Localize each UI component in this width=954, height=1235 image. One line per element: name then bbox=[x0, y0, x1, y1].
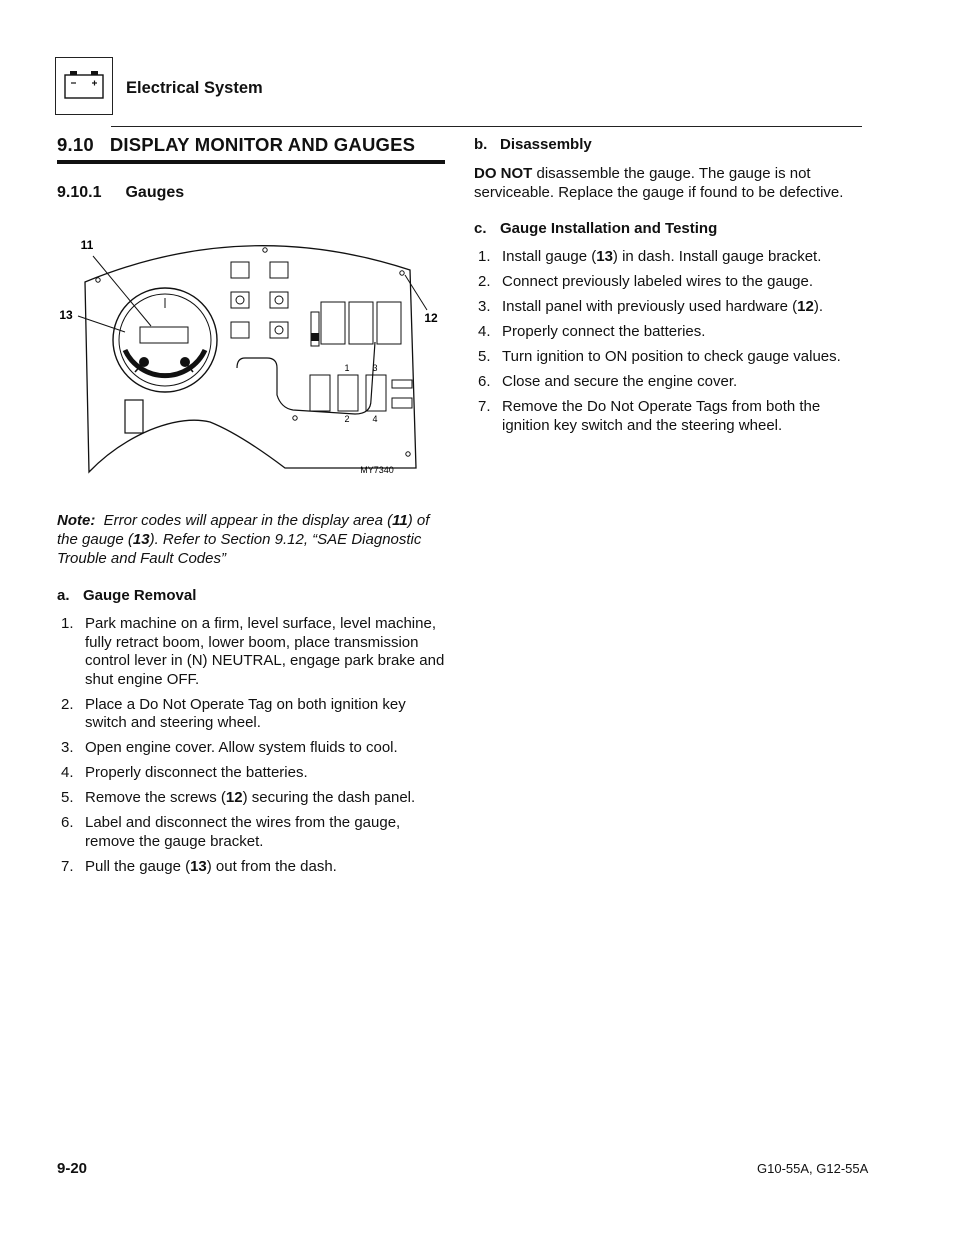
disassembly-heading: b. Disassembly bbox=[474, 136, 592, 153]
header-title: Electrical System bbox=[126, 79, 263, 97]
battery-icon bbox=[56, 58, 112, 114]
figure-id: MY7340 bbox=[360, 465, 394, 475]
list-item: 6. Close and secure the engine cover. bbox=[478, 373, 738, 390]
list-item: 1. Park machine on a firm, level surface, level machine, fully retract boom, lower boom, place transmission control lever in (N) NEUTRAL, engage park brake and shut engine OFF. bbox=[61, 615, 445, 688]
switch-label-1: 1 bbox=[344, 363, 350, 373]
list-item: 7. Pull the gauge (13) out from the dash. bbox=[61, 857, 337, 875]
dash-panel-drawing bbox=[55, 230, 450, 490]
callout-12: 12 bbox=[424, 311, 438, 325]
list-item: 5. Turn ignition to ON position to check gauge values. bbox=[478, 348, 841, 365]
disassembly-paragraph: DO NOT disassemble the gauge. The gauge is not serviceable. Replace the gauge if found to be defective. bbox=[474, 165, 844, 201]
list-item: 7. Remove the Do Not Operate Tags from both the ignition key switch and the steering wheel. bbox=[478, 398, 821, 434]
switch-label-2: 2 bbox=[344, 414, 350, 424]
callout-11: 11 bbox=[80, 238, 94, 252]
section-rule bbox=[57, 160, 445, 164]
list-item: 4. Properly disconnect the batteries. bbox=[61, 764, 308, 781]
list-item: 4. Properly connect the batteries. bbox=[478, 323, 706, 340]
installation-steps bbox=[474, 248, 866, 442]
list-item: 6. Label and disconnect the wires from the gauge, remove the gauge bracket. bbox=[61, 814, 401, 850]
page-number: 9-20 bbox=[57, 1160, 88, 1177]
switch-label-4: 4 bbox=[372, 414, 378, 424]
switch-label-3: 3 bbox=[372, 363, 378, 373]
header-icon-box bbox=[55, 57, 113, 115]
model-numbers: G10-55A, G12-55A bbox=[757, 1161, 869, 1176]
section-title: 9.10 DISPLAY MONITOR AND GAUGES bbox=[57, 134, 416, 155]
note-paragraph: Note: Error codes will appear in the display area (11) of the gauge (13). Refer to Section 9.12, “SAE Diagnostic Trouble and Fault Codes” bbox=[57, 512, 430, 567]
installation-heading: c. Gauge Installation and Testing bbox=[474, 220, 718, 237]
dash-panel-figure bbox=[55, 230, 450, 490]
list-item: 3. Open engine cover. Allow system fluids to cool. bbox=[61, 739, 398, 756]
list-item: 2. Connect previously labeled wires to the gauge. bbox=[478, 273, 814, 290]
callout-13: 13 bbox=[59, 308, 73, 322]
removal-steps bbox=[57, 615, 449, 883]
list-item: 5. Remove the screws (12) securing the dash panel. bbox=[61, 789, 416, 806]
removal-heading: a. Gauge Removal bbox=[57, 587, 197, 604]
list-item: 3. Install panel with previously used hardware (12). bbox=[478, 298, 824, 315]
list-item: 1. Install gauge (13) in dash. Install gauge bracket. bbox=[478, 248, 822, 265]
subsection-title: 9.10.1 Gauges bbox=[57, 184, 185, 201]
list-item: 2. Place a Do Not Operate Tag on both ignition key switch and steering wheel. bbox=[61, 695, 406, 731]
header-rule bbox=[111, 126, 862, 127]
